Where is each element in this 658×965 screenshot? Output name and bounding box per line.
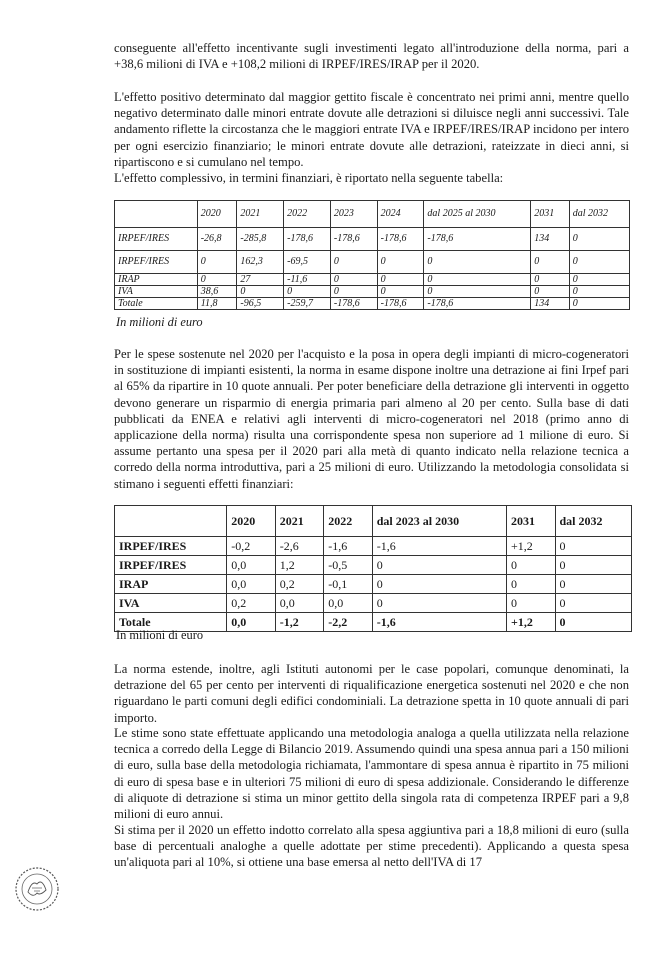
t1-cell: -285,8 — [237, 228, 284, 251]
t1-row — [115, 298, 630, 310]
t1-cell: 0 — [197, 274, 237, 286]
t1-header-cell: 2023 — [330, 201, 377, 228]
t1-cell: 27 — [237, 274, 284, 286]
t1-cell: 0 — [569, 251, 629, 274]
t1-row-label: Totale — [115, 298, 198, 310]
t2-header-cell — [115, 506, 227, 537]
t1-cell: 134 — [531, 228, 569, 251]
t1-cell: 0 — [569, 286, 629, 298]
t1-row — [115, 286, 630, 298]
table2-caption: In milioni di euro — [116, 628, 204, 642]
t2-header-row — [115, 506, 632, 537]
t2-cell: 0 — [372, 556, 506, 575]
t1-cell: 0 — [284, 286, 331, 298]
t1-cell: 0 — [330, 251, 377, 274]
t1-cell: 0 — [569, 228, 629, 251]
t1-cell: 0 — [197, 251, 237, 274]
t1-cell: -69,5 — [284, 251, 331, 274]
t2-cell: -1,2 — [275, 613, 324, 632]
t2-cell: -1,6 — [372, 537, 506, 556]
t2-cell: +1,2 — [507, 613, 556, 632]
t2-header-cell: 2020 — [227, 506, 276, 537]
t1-row — [115, 274, 630, 286]
t2-cell: 0,0 — [275, 594, 324, 613]
t1-row-label: IRPEF/IRES — [115, 251, 198, 274]
t1-cell: 0 — [531, 286, 569, 298]
t1-row — [115, 251, 630, 274]
t1-cell: 0 — [569, 274, 629, 286]
t1-cell: -96,5 — [237, 298, 284, 310]
t1-cell: 0 — [531, 251, 569, 274]
t1-cell: 38,6 — [197, 286, 237, 298]
t1-cell: -178,6 — [330, 298, 377, 310]
t1-cell: -178,6 — [424, 298, 531, 310]
t1-header-row — [115, 201, 630, 228]
t2-cell: -1,6 — [372, 613, 506, 632]
paragraph-3: L'effetto complessivo, in termini finanziari, è riportato nella seguente tabella: — [114, 171, 504, 185]
t2-cell: 0,0 — [227, 575, 276, 594]
t2-cell: 0,0 — [227, 613, 276, 632]
t1-cell: 0 — [424, 274, 531, 286]
t1-row — [115, 228, 630, 251]
t2-row-label: Totale — [115, 613, 227, 632]
t2-row — [115, 556, 632, 575]
t1-cell: 0 — [424, 286, 531, 298]
t1-header-cell: dal 2032 — [569, 201, 629, 228]
t2-cell: 0,2 — [275, 575, 324, 594]
t2-cell: 0,2 — [227, 594, 276, 613]
t2-header-cell: 2031 — [507, 506, 556, 537]
t2-cell: -0,2 — [227, 537, 276, 556]
t1-cell: -178,6 — [424, 228, 531, 251]
t2-cell: -2,2 — [324, 613, 373, 632]
t2-header-cell: dal 2032 — [555, 506, 632, 537]
t2-cell: -0,5 — [324, 556, 373, 575]
t1-header-cell: 2022 — [284, 201, 331, 228]
t1-cell: -11,6 — [284, 274, 331, 286]
official-seal-icon — [14, 866, 60, 912]
t1-cell: 0 — [330, 274, 377, 286]
t2-cell: -1,6 — [324, 537, 373, 556]
table1-caption: In milioni di euro — [116, 315, 203, 329]
paragraph-4: Per le spese sostenute nel 2020 per l'acquisto e la posa in opera degli impianti di micro-cogeneratori in sostituzione di impianti esistenti, la norma in esame dispone inoltre una detrazione ai fini Irpef pari al 65% da ripartire in 10 quote annuali. Per poter beneficiare della detrazione gli interventi in oggetto devono generare un risparmio di energia primaria pari almeno al 20 per cento. Sulla base di dati pubblicati da ENEA e relativi agli interventi di micro-cogeneratori nel 2018 (primo anno di applicazione della norma) risulta una corrispondente spesa non superiore ad 1 milione di euro. Si assume pertanto una spesa per il 2020 pari alla metà di quanto indicato nella relazione tecnica a corredo della norma introduttiva, pari a 25 milioni di euro. Utilizzando la metodologia consolidata si stimano i seguenti effetti finanziari: — [114, 347, 629, 491]
t2-cell: 0 — [555, 556, 632, 575]
t1-cell: 0 — [237, 286, 284, 298]
t2-cell: 0 — [507, 556, 556, 575]
t1-cell: -26,8 — [197, 228, 237, 251]
t2-row — [115, 594, 632, 613]
t2-header-cell: 2021 — [275, 506, 324, 537]
t2-cell: -0,1 — [324, 575, 373, 594]
paragraph-2: L'effetto positivo determinato dal maggior gettito fiscale è concentrato nei primi anni, mentre quello negativo determinato dalle minori entrate dovute alle detrazioni si diluisce negli anni successivi. Tale andamento riflette la circostanza che le maggiori entrate IVA e IRPEF/IRES/IRAP incidono per intero per ogni esercizio finanziario; le minori entrate dovute alle detrazioni, rateizzate in dieci anni, si ripartiscono e si cumulano nel tempo. — [114, 90, 629, 169]
t1-header-cell: 2021 — [237, 201, 284, 228]
paragraph-6: Le stime sono state effettuate applicando una metodologia analoga a quella utilizzata nella relazione tecnica a corredo della Legge di Bilancio 2019. Assumendo quindi una spesa annua pari a 150 milioni di euro, sulla base della metodologia richiamata, l'ammontare di spesa annua è ripartito in 75 milioni di euro di spesa base e in ulteriori 75 milioni di euro di spesa addizionale. Considerando le differenze di aliquote di detrazione si stima un minor gettito della singola rata di competenza IRPEF pari a 9,8 milioni di euro annui. — [114, 726, 629, 822]
t2-row — [115, 575, 632, 594]
t2-cell: +1,2 — [507, 537, 556, 556]
t2-cell: 1,2 — [275, 556, 324, 575]
t1-cell: 0 — [330, 286, 377, 298]
t1-cell: 0 — [531, 274, 569, 286]
table-effetti-finanziari — [114, 505, 632, 632]
t2-cell: 0 — [372, 575, 506, 594]
t1-cell: 0 — [424, 251, 531, 274]
t1-cell: 0 — [377, 274, 424, 286]
t1-cell: 0 — [569, 298, 629, 310]
t2-cell: 0 — [507, 575, 556, 594]
t2-cell: 0 — [555, 613, 632, 632]
t1-cell: 134 — [531, 298, 569, 310]
t2-header-cell: 2022 — [324, 506, 373, 537]
t1-header-cell: 2020 — [197, 201, 237, 228]
t1-header-cell: dal 2025 al 2030 — [424, 201, 531, 228]
t1-row-label: IVA — [115, 286, 198, 298]
t2-cell: 0,0 — [324, 594, 373, 613]
t2-cell: 0 — [555, 575, 632, 594]
t2-cell: 0 — [555, 594, 632, 613]
t2-row-label: IRAP — [115, 575, 227, 594]
t2-cell: 0,0 — [227, 556, 276, 575]
t1-cell: 0 — [377, 251, 424, 274]
t1-row-label: IRAP — [115, 274, 198, 286]
t2-row-label: IRPEF/IRES — [115, 537, 227, 556]
paragraph-5: La norma estende, inoltre, agli Istituti autonomi per le case popolari, comunque denominati, la detrazione del 65 per cento per interventi di riqualificazione energetica sostenuti nel 2020 e che non riguardano le parti comuni degli edifici condominiali. La detrazione spetta in 10 quote annuali di pari importo. — [114, 662, 629, 725]
t1-cell: -259,7 — [284, 298, 331, 310]
t1-cell: 162,3 — [237, 251, 284, 274]
t2-cell: 0 — [372, 594, 506, 613]
t1-cell: 0 — [377, 286, 424, 298]
t2-row — [115, 537, 632, 556]
t2-row-label: IRPEF/IRES — [115, 556, 227, 575]
t2-cell: 0 — [507, 594, 556, 613]
t2-row-label: IVA — [115, 594, 227, 613]
paragraph-1: conseguente all'effetto incentivante sugli investimenti legato all'introduzione della norma, pari a +38,6 milioni di IVA e +108,2 milioni di IRPEF/IRES/IRAP per il 2020. — [114, 41, 629, 72]
table-effetti-complessivi — [114, 200, 630, 310]
t1-cell: -178,6 — [377, 298, 424, 310]
t1-header-cell: 2031 — [531, 201, 569, 228]
t1-cell: -178,6 — [377, 228, 424, 251]
t1-header-cell: 2024 — [377, 201, 424, 228]
paragraph-7: Si stima per il 2020 un effetto indotto correlato alla spesa aggiuntiva pari a 18,8 milioni di euro (sulla base di percentuali analoghe a quelle adottate per stime precedenti). Applicando a questa spesa un'aliquota pari al 10%, si ottiene una base emersa al netto dell'IVA di 17 — [114, 823, 629, 870]
t2-cell: -2,6 — [275, 537, 324, 556]
t2-cell: 0 — [555, 537, 632, 556]
t1-cell: 11,8 — [197, 298, 237, 310]
t1-header-cell — [115, 201, 198, 228]
t1-cell: -178,6 — [330, 228, 377, 251]
t1-row-label: IRPEF/IRES — [115, 228, 198, 251]
t2-header-cell: dal 2023 al 2030 — [372, 506, 506, 537]
t1-cell: -178,6 — [284, 228, 331, 251]
